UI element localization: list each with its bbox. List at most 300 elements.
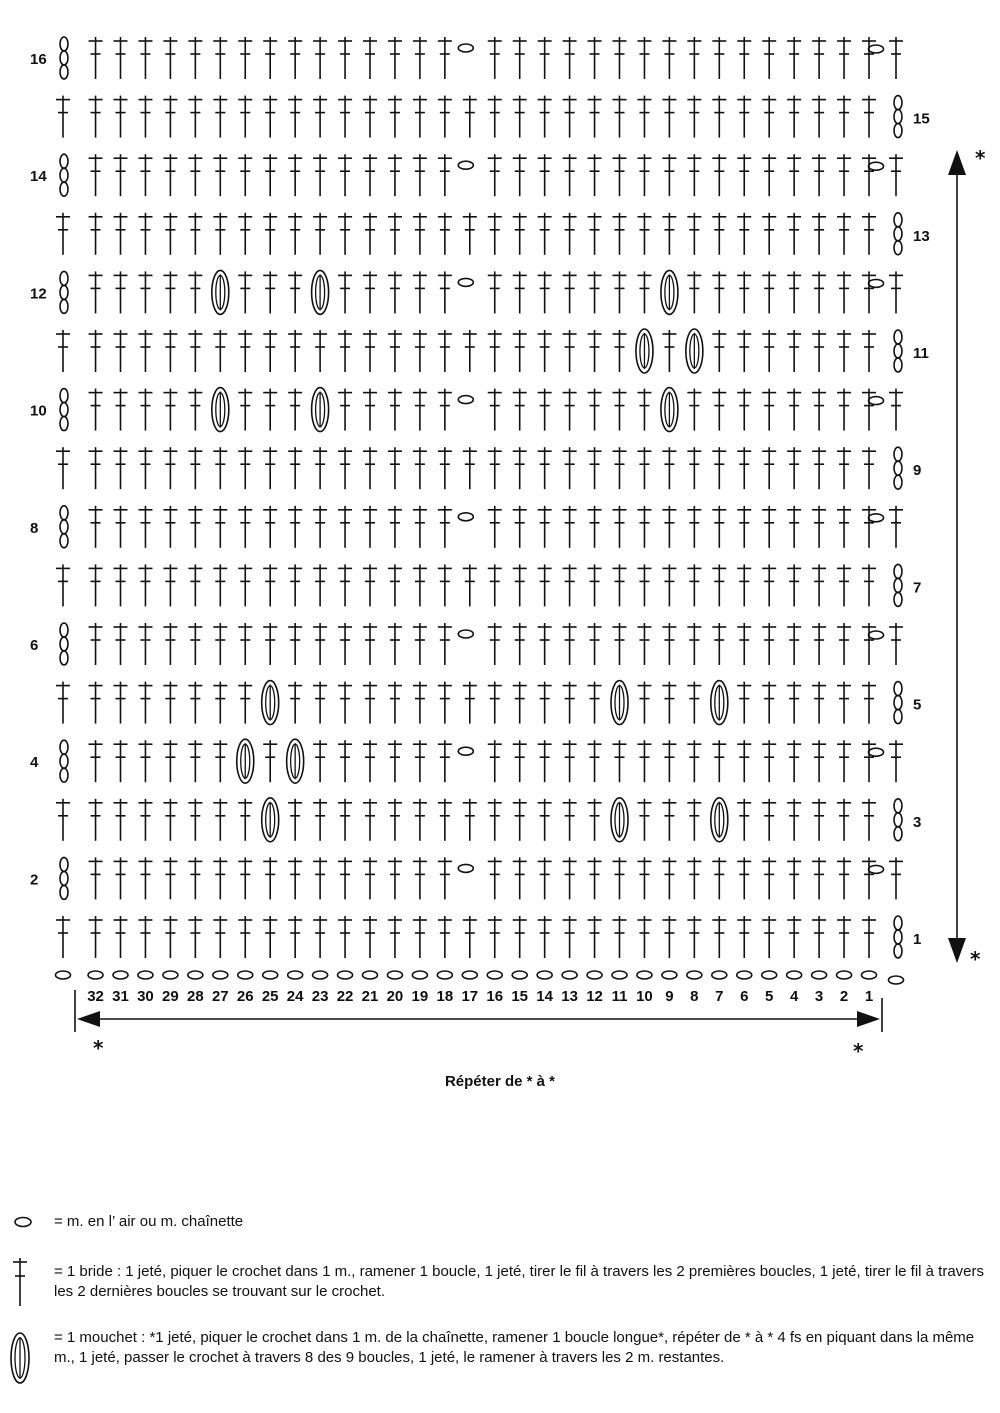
double-crochet-stitch [413,916,427,958]
turning-chain [60,740,68,782]
foundation-chain-stitch [188,971,203,979]
double-crochet-stitch [313,799,327,841]
double-crochet-stitch [712,623,726,665]
double-crochet-stitch [787,857,801,899]
double-crochet-stitch [613,37,627,79]
double-crochet-stitch [388,857,402,899]
column-number-label: 31 [112,988,129,1005]
double-crochet-stitch [263,37,277,79]
double-crochet-stitch [213,564,227,606]
double-crochet-stitch [388,740,402,782]
mouchet-stitch-icon [7,1328,33,1388]
double-crochet-stitch [837,740,851,782]
double-crochet-stitch [637,213,651,255]
mouchet-stitch [287,739,304,783]
double-crochet-stitch [837,857,851,899]
double-crochet-stitch [89,154,103,196]
double-crochet-stitch [762,740,776,782]
double-crochet-stitch [238,857,252,899]
double-crochet-stitch [388,564,402,606]
row-number-label: 9 [913,462,922,480]
double-crochet-stitch [363,96,377,138]
double-crochet-stitch [613,623,627,665]
double-crochet-stitch [613,330,627,372]
double-crochet-stitch [263,447,277,489]
double-crochet-stitch [188,799,202,841]
double-crochet-stitch [737,564,751,606]
legend-chain-text: = m. en l’ air ou m. chaînette [54,1213,244,1230]
foundation-chain-stitch [238,971,253,979]
double-crochet-stitch [563,506,577,548]
double-crochet-stitch [89,330,103,372]
double-crochet-stitch [114,389,128,431]
double-crochet-stitch [413,623,427,665]
double-crochet-stitch [787,271,801,313]
legend-mouchet-text: = 1 mouchet : *1 jeté, piquer le crochet dans 1 m. de la chaînette, ramener 1 boucle longue*, répéter de * à * 4 fs en piquant dans la même m., 1 jeté, passer le crochet à travers 8 des 9 boucles, 1 jeté, le ramener à travers les 2 m. restantes. [54,1329,975,1366]
double-crochet-stitch [563,213,577,255]
double-crochet-stitch [338,564,352,606]
row-number-label: 7 [913,579,922,597]
double-crochet-stitch [488,213,502,255]
double-crochet-stitch [338,213,352,255]
turning-chain [894,330,902,372]
double-crochet-stitch [712,857,726,899]
double-crochet-stitch [563,154,577,196]
double-crochet-stitch [138,740,152,782]
arrow-left-icon [77,1011,100,1027]
double-crochet-stitch [787,916,801,958]
double-crochet-stitch [56,916,70,958]
chain-stitch [458,747,473,755]
foundation-chain-stitch [288,971,303,979]
double-crochet-stitch [762,389,776,431]
double-crochet-stitch [588,564,602,606]
double-crochet-stitch [313,623,327,665]
double-crochet-stitch [737,389,751,431]
double-crochet-stitch [563,447,577,489]
double-crochet-stitch [889,506,903,548]
row-number-label: 3 [913,813,922,831]
double-crochet-stitch [637,96,651,138]
row-number-label: 2 [30,871,39,889]
double-crochet-stitch [762,330,776,372]
mouchet-stitch [312,270,329,314]
double-crochet-stitch [114,564,128,606]
double-crochet-stitch [712,330,726,372]
double-crochet-stitch [56,330,70,372]
double-crochet-stitch [188,37,202,79]
double-crochet-stitch [588,682,602,724]
double-crochet-stitch [737,623,751,665]
double-crochet-stitch [56,682,70,724]
double-crochet-stitch [288,799,302,841]
double-crochet-stitch [213,623,227,665]
double-crochet-stitch [288,154,302,196]
chain-stitch-icon [10,1215,36,1229]
double-crochet-stitch [438,330,452,372]
mouchet-stitch [212,388,229,432]
double-crochet-stitch [138,506,152,548]
mouchet-stitch [686,329,703,373]
foundation-chain-stitch [387,971,402,979]
double-crochet-stitch [662,916,676,958]
column-number-label: 22 [336,988,354,1005]
foundation-chain-stitch [412,971,427,979]
mouchet-stitch [237,739,254,783]
double-crochet-stitch [138,96,152,138]
double-crochet-stitch [538,271,552,313]
foundation-chain-stitch [138,971,153,979]
double-crochet-stitch [238,389,252,431]
double-crochet-stitch [438,213,452,255]
double-crochet-stitch [613,213,627,255]
double-crochet-stitch [188,916,202,958]
double-crochet-stitch [363,389,377,431]
double-crochet-stitch [338,96,352,138]
foundation-chain-stitch [462,971,477,979]
double-crochet-stitch [488,37,502,79]
double-crochet-stitch [413,564,427,606]
double-crochet-stitch [213,96,227,138]
double-crochet-stitch [163,799,177,841]
double-crochet-stitch [563,37,577,79]
double-crochet-stitch [488,447,502,489]
legend-double-crochet-text: = 1 bride : 1 jeté, piquer le crochet dans 1 m., ramener 1 boucle, 1 jeté, tirer le fil à travers les 2 premières boucles, 1 jeté, tirer le fil à travers les 2 dernières boucles se trouvant sur le crochet. [54,1263,985,1300]
double-crochet-stitch [263,389,277,431]
double-crochet-stitch [388,330,402,372]
mouchet-stitch [711,798,728,842]
double-crochet-stitch [213,740,227,782]
double-crochet-stitch [712,37,726,79]
double-crochet-stitch [563,96,577,138]
double-crochet-stitch [238,213,252,255]
double-crochet-stitch [762,154,776,196]
double-crochet-stitch [163,389,177,431]
double-crochet-stitch [213,916,227,958]
double-crochet-stitch [163,330,177,372]
double-crochet-stitch [89,623,103,665]
double-crochet-stitch [812,740,826,782]
double-crochet-stitch [538,154,552,196]
double-crochet-stitch [637,447,651,489]
double-crochet-stitch [413,857,427,899]
double-crochet-stitch [889,623,903,665]
double-crochet-stitch [163,506,177,548]
column-number-label: 30 [137,988,154,1005]
double-crochet-stitch [438,447,452,489]
double-crochet-stitch [862,213,876,255]
double-crochet-stitch [613,857,627,899]
foundation-chain-stitch [787,971,802,979]
double-crochet-stitch [89,682,103,724]
double-crochet-stitch [787,506,801,548]
double-crochet-stitch [238,271,252,313]
double-crochet-stitch [563,389,577,431]
foundation-chain-stitch [437,971,452,979]
double-crochet-stitch [737,857,751,899]
double-crochet-stitch [787,623,801,665]
double-crochet-stitch [837,213,851,255]
double-crochet-stitch [513,37,527,79]
double-crochet-stitch [138,857,152,899]
double-crochet-stitch [56,213,70,255]
double-crochet-stitch [662,154,676,196]
double-crochet-stitch [762,682,776,724]
double-crochet-stitch [538,213,552,255]
double-crochet-stitch [413,506,427,548]
foundation-chain-stitch [612,971,627,979]
double-crochet-stitch [588,271,602,313]
double-crochet-stitch [388,799,402,841]
double-crochet-stitch [787,682,801,724]
double-crochet-stitch [513,154,527,196]
double-crochet-stitch [637,799,651,841]
double-crochet-stitch [513,740,527,782]
mouchet-stitch [611,681,628,725]
double-crochet-stitch [89,506,103,548]
double-crochet-stitch [288,857,302,899]
double-crochet-stitch [89,447,103,489]
turning-chain [894,96,902,138]
turning-chain [894,916,902,958]
double-crochet-stitch [588,213,602,255]
double-crochet-stitch [114,154,128,196]
double-crochet-stitch [363,682,377,724]
mouchet-stitch [661,270,678,314]
double-crochet-stitch [288,564,302,606]
column-number-label: 13 [561,988,578,1005]
double-crochet-stitch [388,154,402,196]
double-crochet-stitch [538,37,552,79]
foundation-chain-stitch [889,976,904,984]
double-crochet-stitch [637,506,651,548]
double-crochet-stitch [138,37,152,79]
double-crochet-stitch [313,506,327,548]
double-crochet-stitch [163,740,177,782]
double-crochet-stitch [812,799,826,841]
double-crochet-stitch [338,389,352,431]
double-crochet-stitch [488,506,502,548]
double-crochet-stitch [488,271,502,313]
double-crochet-stitch [413,37,427,79]
chain-stitch [458,161,473,169]
double-crochet-stitch [213,857,227,899]
double-crochet-stitch [313,740,327,782]
double-crochet-stitch [263,623,277,665]
double-crochet-stitch [712,213,726,255]
double-crochet-stitch [538,389,552,431]
double-crochet-stitch [513,799,527,841]
double-crochet-stitch [687,564,701,606]
double-crochet-stitch [138,564,152,606]
double-crochet-stitch [313,37,327,79]
column-number-label: 5 [765,988,774,1005]
foundation-chain-stitch [113,971,128,979]
double-crochet-stitch [188,271,202,313]
double-crochet-stitch [812,447,826,489]
double-crochet-stitch [188,564,202,606]
double-crochet-stitch [413,271,427,313]
double-crochet-stitch [188,623,202,665]
double-crochet-stitch [637,740,651,782]
chain-stitch [458,630,473,638]
double-crochet-stitch [862,96,876,138]
foundation-chain-stitch [487,971,502,979]
chain-stitch [869,631,884,639]
double-crochet-stitch [687,682,701,724]
double-crochet-stitch [862,682,876,724]
foundation-chain-stitch [338,971,353,979]
double-crochet-stitch [662,330,676,372]
column-number-label: 14 [536,988,553,1005]
double-crochet-stitch [513,96,527,138]
double-crochet-stitch [438,740,452,782]
row-number-label: 1 [913,931,922,948]
double-crochet-stitch [188,213,202,255]
double-crochet-stitch [687,740,701,782]
double-crochet-stitch [637,389,651,431]
double-crochet-stitch [837,447,851,489]
double-crochet-stitch [712,740,726,782]
chain-stitch [458,864,473,872]
double-crochet-stitch [288,447,302,489]
double-crochet-stitch [862,506,876,548]
double-crochet-stitch [138,682,152,724]
double-crochet-stitch [862,740,876,782]
double-crochet-stitch [188,682,202,724]
chart-labels [30,51,986,1060]
double-crochet-stitch [313,96,327,138]
chain-stitch [869,45,884,53]
chain-stitch [869,865,884,873]
column-number-label: 12 [586,988,603,1005]
double-crochet-stitch [889,37,903,79]
arrow-right-icon [857,1011,880,1027]
foundation-chain-stitch [313,971,328,979]
double-crochet-stitch [213,213,227,255]
double-crochet-stitch [363,154,377,196]
turning-chain [60,506,68,548]
double-crochet-stitch [114,213,128,255]
double-crochet-stitch [588,857,602,899]
double-crochet-stitch [438,271,452,313]
double-crochet-stitch [812,37,826,79]
double-crochet-stitch [513,389,527,431]
double-crochet-stitch [163,271,177,313]
double-crochet-stitch [338,857,352,899]
double-crochet-stitch [513,623,527,665]
double-crochet-stitch [338,799,352,841]
double-crochet-stitch [213,37,227,79]
double-crochet-stitch [787,213,801,255]
double-crochet-stitch [89,96,103,138]
double-crochet-stitch [812,857,826,899]
foundation-chain-stitch [812,971,827,979]
column-number-label: 27 [211,988,229,1005]
double-crochet-stitch [238,623,252,665]
double-crochet-stitch [238,330,252,372]
double-crochet-stitch [563,916,577,958]
double-crochet-stitch [613,389,627,431]
double-crochet-stitch [762,96,776,138]
row-number-label: 5 [913,696,922,714]
double-crochet-stitch [388,916,402,958]
row-number-label: 16 [30,51,47,68]
column-number-label: 23 [311,988,329,1005]
double-crochet-stitch [662,447,676,489]
double-crochet-stitch [438,389,452,431]
double-crochet-stitch [438,506,452,548]
double-crochet-stitch [637,37,651,79]
turning-chain [60,37,68,79]
double-crochet-stitch [662,857,676,899]
double-crochet-stitch [538,857,552,899]
double-crochet-stitch [213,799,227,841]
double-crochet-stitch [188,154,202,196]
foundation-chain-stitch [213,971,228,979]
foundation-chain-stitch [762,971,777,979]
double-crochet-stitch [637,271,651,313]
double-crochet-stitch [238,916,252,958]
double-crochet-stitch [363,506,377,548]
double-crochet-stitch [313,916,327,958]
double-crochet-stitch [712,389,726,431]
double-crochet-stitch [488,740,502,782]
double-crochet-stitch [463,213,477,255]
double-crochet-stitch [563,330,577,372]
chain-stitch [869,514,884,522]
double-crochet-stitch [438,564,452,606]
double-crochet-stitch [588,623,602,665]
arrow-up-icon [948,150,966,175]
double-crochet-stitch [263,506,277,548]
foundation-chain-stitch [587,971,602,979]
double-crochet-stitch [263,213,277,255]
foundation-chain-stitch [363,971,378,979]
stitch-grid [56,37,904,984]
double-crochet-stitch [313,857,327,899]
double-crochet-stitch [687,857,701,899]
double-crochet-stitch [837,271,851,313]
row-number-label: 13 [913,227,930,245]
double-crochet-stitch [338,916,352,958]
double-crochet-stitch [737,740,751,782]
double-crochet-stitch [89,213,103,255]
column-number-label: 4 [789,988,799,1005]
double-crochet-stitch [662,564,676,606]
double-crochet-stitch [538,330,552,372]
double-crochet-stitch [488,799,502,841]
double-crochet-stitch [787,96,801,138]
repeat-star-left: * [93,1036,104,1060]
double-crochet-stitch [388,389,402,431]
double-crochet-stitch [538,564,552,606]
turning-chain [894,447,902,489]
turning-chain [60,857,68,899]
double-crochet-stitch [613,506,627,548]
turning-chain [60,271,68,313]
double-crochet-stitch [89,564,103,606]
mouchet-stitch [711,681,728,725]
double-crochet-stitch [238,506,252,548]
double-crochet-stitch [89,916,103,958]
double-crochet-stitch [812,682,826,724]
double-crochet-stitch [288,916,302,958]
column-number-label: 1 [864,988,874,1005]
double-crochet-stitch [563,799,577,841]
double-crochet-stitch [837,623,851,665]
double-crochet-stitch [413,447,427,489]
